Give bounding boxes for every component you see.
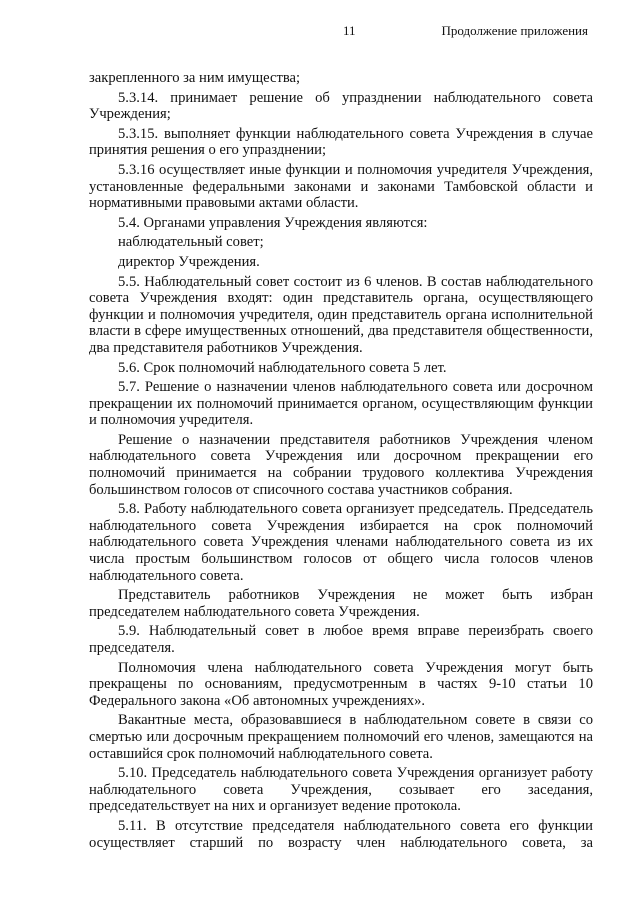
paragraph-5-8: 5.8. Работу наблюдательного совета организует председатель. Председатель наблюдательного совета Учреждения избирается на срок полномочий наблюдательного совета Учреждения членами наблюдательного совета из их числа простым большинством голосов от общего числа голосов членов наблюдательного совета. [89,501,593,584]
paragraph-5-11: 5.11. В отсутствие председателя наблюдательного совета его функции осуществляет старший по возрасту член наблюдательного совета, за [89,817,593,851]
paragraph-5-10: 5.10. Председатель наблюдательного совета Учреждения организует работу наблюдательного совета Учреждения, созывает его заседания, председательствует на них и организует ведение протокола. [89,765,593,815]
paragraph-5-3-14: 5.3.14. принимает решение об упразднении наблюдательного совета Учреждения; [89,89,593,123]
page-header [0,23,640,41]
document-body [89,70,593,854]
paragraph-vacant-seats: Вакантные места, образовавшиеся в наблюдательном совете в связи со смертью или досрочным прекращением полномочий его членов, замещаются на оставшийся срок полномочий наблюдательного совета. [89,712,593,762]
list-item-director: директор Учреждения. [118,253,260,270]
paragraph-continuation: закрепленного за ним имущества; [89,70,301,86]
paragraph-5-3-15: 5.3.15. выполняет функции наблюдательного совета Учреждения в случае принятия решения о его упразднении; [89,125,593,159]
paragraph-5-6: 5.6. Срок полномочий наблюдательного совета 5 лет. [118,359,447,376]
paragraph-representative-not-chair: Представитель работников Учреждения не может быть избран председателем наблюдательного совета Учреждения. [89,587,593,620]
paragraph-5-3-16: 5.3.16 осуществляет иные функции и полномочия учредителя Учреждения, установленные федеральными законами и законами Тамбовской области и нормативными правовыми актами области. [89,161,593,212]
paragraph-employee-representative-decision: Решение о назначении представителя работников Учреждения членом наблюдательного совета Учреждения или досрочном прекращении его полномочий принимается на собрании трудового коллектива Учреждения большинством голосов от списочного состава участников собрания. [89,431,593,498]
paragraph-5-4: 5.4. Органами управления Учреждения являются: [118,214,428,231]
page-number: 11 [343,23,356,38]
paragraph-5-7: 5.7. Решение о назначении членов наблюдательного совета или досрочном прекращении их полномочий принимается органом, осуществляющим функции и полномочия учредителя. [89,379,593,429]
header-note: Продолжение приложения [441,23,588,38]
paragraph-5-9: 5.9. Наблюдательный совет в любое время вправе переизбрать своего председателя. [89,623,593,656]
paragraph-5-5: 5.5. Наблюдательный совет состоит из 6 членов. В состав наблюдательного совета Учреждения входят: один представитель органа, осуществляющего функции и полномочия учредителя, один представитель органа исполнительной власти в сфере имущественных отношений, два представителя общественности, два представителя работников Учреждения. [89,273,593,356]
list-item-supervisory-board: наблюдательный совет; [118,234,264,251]
paragraph-termination-powers: Полномочия члена наблюдательного совета Учреждения могут быть прекращены по основаниям, предусмотренным в частях 9-10 статьи 10 Федерального закона «Об автономных учреждениях». [89,659,593,709]
